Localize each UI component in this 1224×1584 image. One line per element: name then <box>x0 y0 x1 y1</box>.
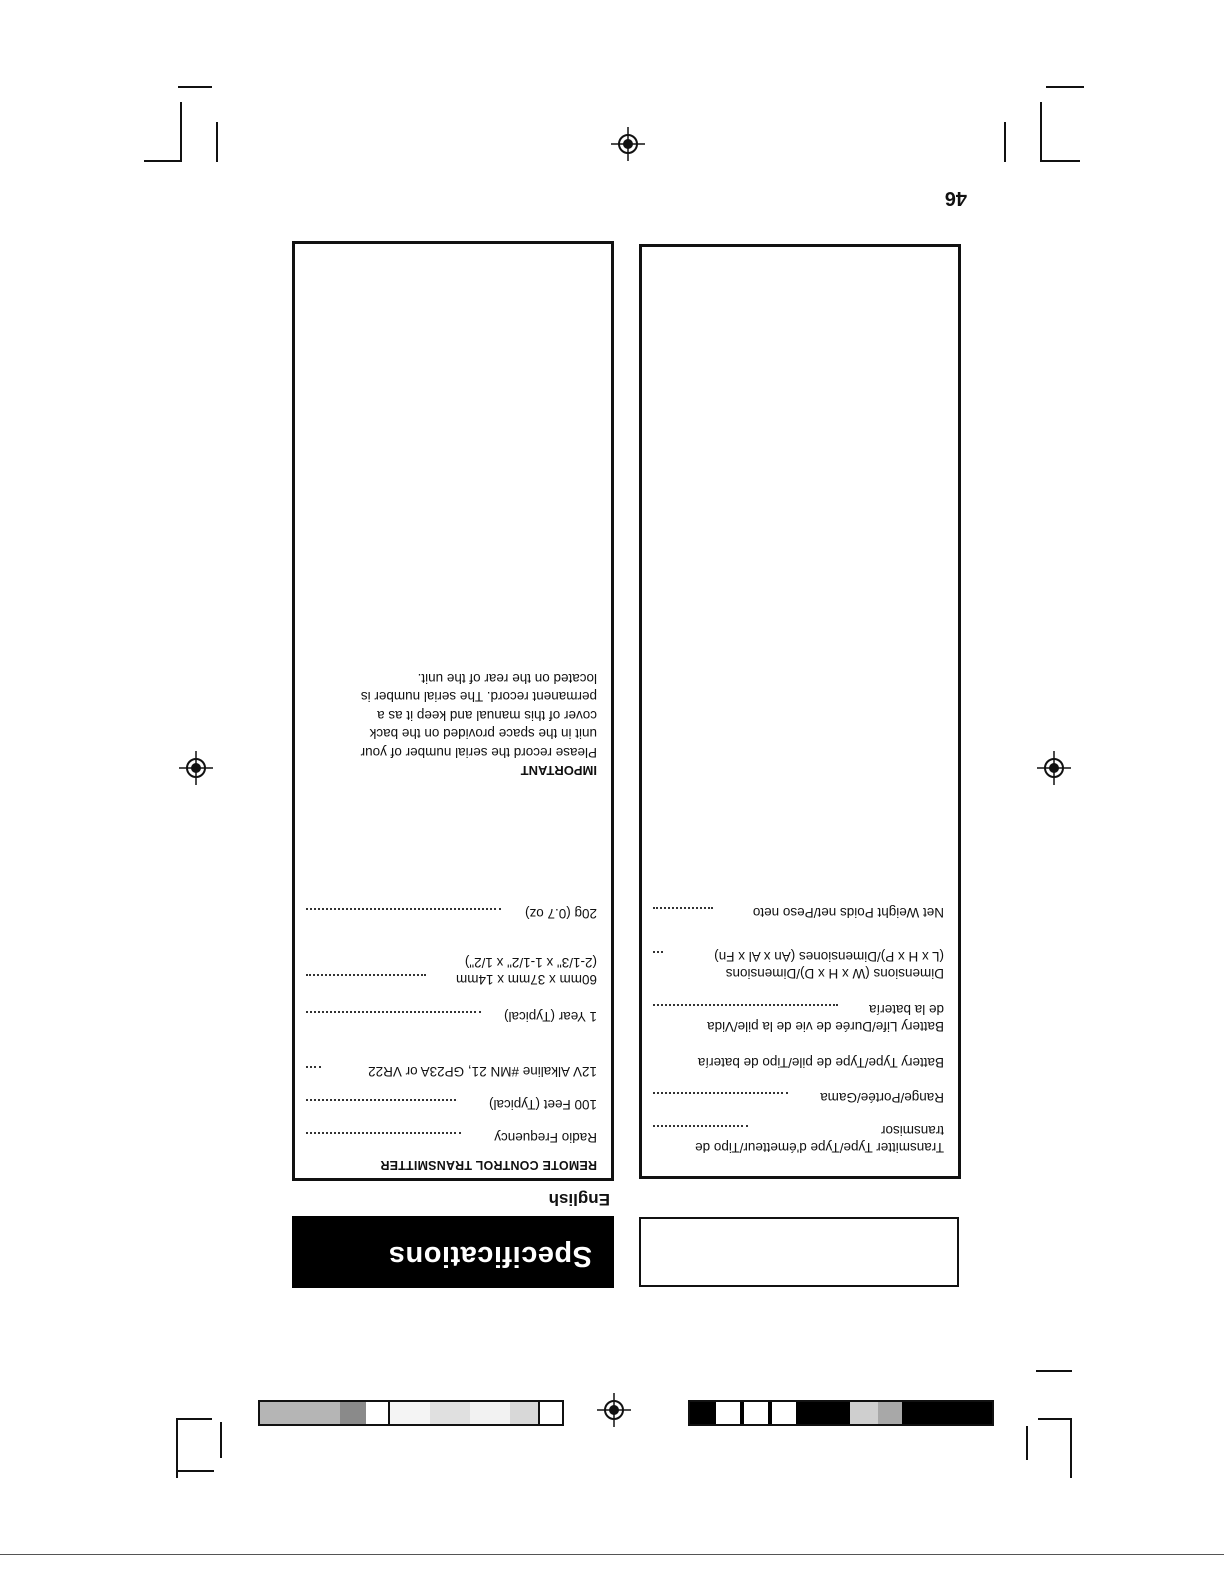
calibration-cell <box>878 1402 902 1424</box>
dot-leader <box>306 1099 456 1101</box>
crop-mark <box>176 1418 212 1420</box>
crop-mark <box>1004 122 1006 162</box>
label-row <box>820 1089 944 1106</box>
crop-mark <box>1046 86 1084 88</box>
spec-label: Net Weight Poids net/Peso neto <box>752 905 944 920</box>
spec-value: 60mm x 37mm x 14mm <box>455 972 597 987</box>
important-title: IMPORTANT <box>520 763 597 778</box>
spec-label: Dimensions (W x H x D)/Dimensions <box>725 966 944 981</box>
calibration-cell <box>510 1402 538 1424</box>
calibration-cell <box>538 1402 562 1424</box>
spec-label-cont: (L x H x P)/Dimensiones (An x Al x Fn) <box>714 949 944 964</box>
blank-title-box <box>639 1217 959 1287</box>
important-line: located on the rear of the unit. <box>417 671 597 686</box>
crop-mark <box>176 1418 178 1478</box>
spec-row <box>368 1063 597 1080</box>
registration-mark-icon <box>597 1393 631 1427</box>
spec-row <box>489 1096 597 1113</box>
dot-leader <box>653 1125 748 1127</box>
page-number: 46 <box>944 187 967 209</box>
multilingual-label-panel <box>639 244 961 1179</box>
calibration-bar <box>688 1400 994 1426</box>
spec-label: Battery Life/Durée de vie de la pile/Vida <box>707 1019 944 1034</box>
important-line: Please record the serial number of your <box>360 745 597 760</box>
crop-mark <box>1042 160 1080 162</box>
spec-label-cont: transmisor <box>880 1123 944 1138</box>
crop-mark <box>180 102 182 162</box>
calibration-cell <box>772 1402 796 1424</box>
label-row <box>698 1054 944 1071</box>
crop-mark <box>1036 1370 1072 1372</box>
dot-leader <box>653 951 663 953</box>
spec-row <box>525 905 597 922</box>
section-title-box <box>292 1216 614 1288</box>
registration-mark-icon <box>611 127 645 161</box>
spec-value-secondary: (2-1/3" x 1-1/2" x 1/2") <box>464 955 597 970</box>
crop-mark <box>176 1470 214 1472</box>
calibration-cell <box>390 1402 430 1424</box>
crop-mark <box>178 86 212 88</box>
calibration-cell <box>744 1402 768 1424</box>
crop-mark <box>144 160 180 162</box>
label-row <box>707 1001 944 1035</box>
label-row <box>714 948 944 982</box>
section-title: Specifications <box>388 1240 592 1272</box>
spec-value: 20g (0.7 oz) <box>524 906 597 921</box>
important-line: unit in the space provided on the back <box>369 726 597 742</box>
dot-leader <box>306 1011 481 1013</box>
calibration-cell <box>366 1402 390 1424</box>
label-row <box>753 904 944 921</box>
spec-value: 1 Year (Typical) <box>503 1009 597 1024</box>
crop-mark <box>1070 1418 1072 1478</box>
spec-row <box>494 1129 597 1146</box>
calibration-cell <box>470 1402 510 1424</box>
registration-mark-icon <box>1037 751 1071 785</box>
calibration-cell <box>716 1402 740 1424</box>
dot-leader <box>653 1092 788 1094</box>
calibration-cell <box>260 1402 340 1424</box>
dot-leader <box>306 908 501 910</box>
crop-mark <box>216 122 218 162</box>
spec-row <box>456 954 597 988</box>
crop-mark <box>1038 1418 1072 1420</box>
dot-leader <box>306 1066 321 1068</box>
label-row <box>695 1122 944 1156</box>
scan-edge-line <box>0 1554 1224 1555</box>
spec-row <box>504 1008 597 1025</box>
crop-mark <box>220 1422 222 1458</box>
important-notice <box>307 669 597 779</box>
calibration-cell <box>850 1402 878 1424</box>
spec-value: 12V Alkaline #MN 21, GP23A or VR22 <box>368 1064 597 1079</box>
dot-leader <box>653 1004 838 1006</box>
dot-leader <box>306 1132 461 1134</box>
spec-value: 100 Feet (Typical) <box>488 1097 597 1112</box>
important-line: permanent record. The serial number is <box>360 689 597 705</box>
language-label: English <box>548 1190 610 1209</box>
important-body <box>307 669 597 762</box>
spec-label: Battery Type/Type de pile/Tipo de batería <box>697 1055 944 1070</box>
crop-mark <box>1026 1426 1028 1460</box>
calibration-cell <box>340 1402 366 1424</box>
spec-label: Transmitter Type/Type d'émetteur/Tipo de <box>695 1140 944 1155</box>
panel-title: REMOTE CONTROL TRANSMITTER <box>380 1158 597 1172</box>
spec-label: Range/Portée/Gama <box>820 1090 944 1105</box>
important-line: cover of this manual and keep it as a <box>377 708 597 723</box>
dot-leader <box>306 974 426 976</box>
calibration-cell <box>430 1402 470 1424</box>
crop-mark <box>1040 102 1042 162</box>
registration-mark-icon <box>179 751 213 785</box>
calibration-bar <box>258 1400 564 1426</box>
dot-leader <box>653 907 713 909</box>
spec-label-cont: de la batería <box>868 1002 944 1017</box>
spec-value: Radio Frequency <box>494 1130 597 1145</box>
english-spec-panel <box>292 241 614 1181</box>
